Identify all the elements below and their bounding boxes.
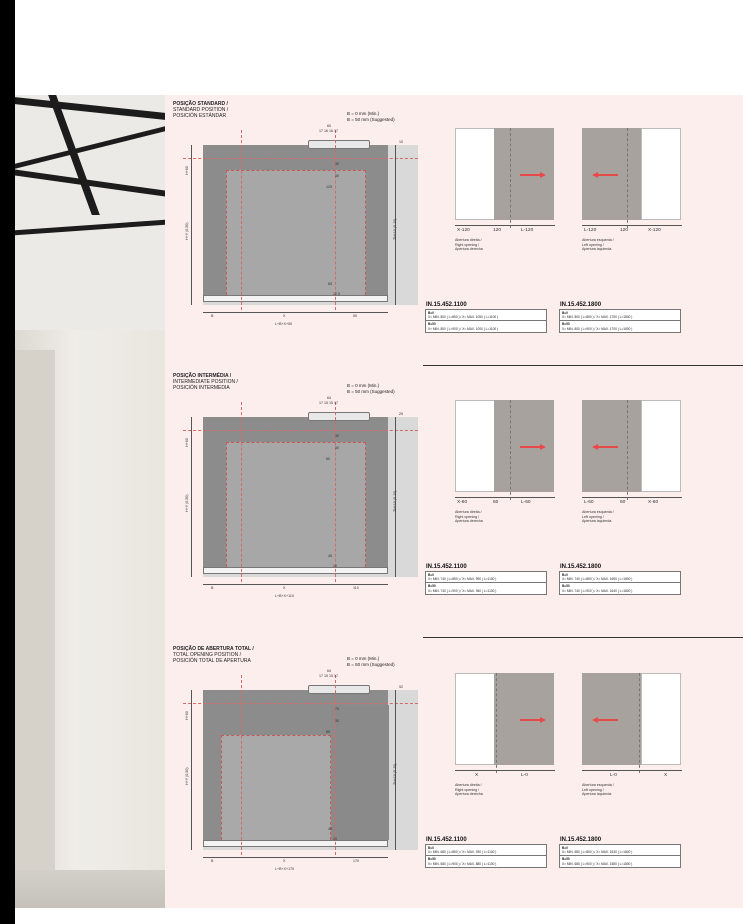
arrow-left-icon	[592, 718, 618, 722]
door-leaf	[331, 705, 389, 840]
door-edge	[496, 673, 497, 773]
product-table	[559, 563, 681, 595]
wall-corner	[15, 350, 55, 870]
spec-text: X= MIN. 740 ( L=850 ) / X= MAX. 990 ( L=1100 )	[428, 577, 497, 582]
elevation-drawing	[183, 669, 418, 871]
dim-right: ZH+10 (5-20)	[393, 218, 397, 240]
floor	[15, 870, 165, 908]
dim-label: X	[664, 773, 668, 778]
wall-opening	[455, 128, 495, 220]
section-2	[165, 640, 743, 910]
spec-b: B=50	[428, 857, 436, 862]
door-opening	[226, 442, 366, 572]
title-line: TOTAL OPENING POSITION /	[173, 652, 241, 658]
door-edge	[627, 128, 628, 228]
title-line: POSIÇÃO INTERMÉDIA /	[173, 373, 232, 379]
product-code: IN.15.452.1800	[560, 837, 602, 843]
top-fitting	[308, 412, 370, 421]
elevation-drawing	[183, 396, 418, 598]
dim-b-label: B	[211, 314, 214, 318]
caption-line: Abertura esquerda /	[582, 238, 614, 242]
arrow-shaft	[598, 446, 618, 448]
caption-line: Apertura izquierda	[582, 792, 612, 797]
b-note-line: B = 50 mm (Suggested)	[347, 388, 395, 394]
spec-b: B=0	[562, 846, 568, 850]
title-line: POSICIÓN INTERMEDIA	[173, 385, 230, 391]
dim-mid: 125	[326, 185, 332, 189]
spec-b: B=50	[562, 857, 570, 862]
wall-opening	[641, 400, 681, 492]
title-line: POSIÇÃO DE ABERTURA TOTAL /	[173, 646, 254, 652]
dim-side-h: H+60	[185, 166, 189, 175]
dim-line	[335, 402, 336, 582]
dim-line	[455, 770, 555, 771]
opening-caption	[455, 238, 483, 252]
b-note-line: B = 50 mm (Suggested)	[347, 116, 395, 122]
arrow-shaft	[520, 446, 540, 448]
caption-line: Abertura direita /	[455, 783, 482, 787]
left-opening-panel	[455, 128, 565, 258]
b-note-line: B = 0 mm (Min.)	[347, 656, 380, 661]
dim-side-y: H+Y (0-50)	[185, 222, 189, 240]
product-table	[559, 301, 681, 333]
arrow-right-icon	[520, 718, 546, 722]
dim-e: 10	[333, 564, 337, 568]
top-fitting	[308, 140, 370, 149]
dim-line	[191, 145, 192, 305]
caption-line: Abertura esquerda /	[582, 783, 614, 787]
spec-text: X= MIN. 800 ( L=850 ) / X= MAX. 1750 ( L=1800 )	[562, 315, 633, 320]
door-edge	[639, 673, 640, 773]
dim-label: L-0	[610, 773, 617, 778]
spec-row	[426, 855, 546, 866]
title-line: POSICIÓN TOTAL DE APERTURA	[173, 658, 251, 664]
spec-b: B=0	[562, 311, 568, 315]
dim-a: 70	[335, 707, 339, 711]
spec-row	[426, 310, 546, 320]
dim-right: ZH+10 (5-20)	[393, 763, 397, 785]
dim-line	[191, 690, 192, 850]
arrow-shaft	[598, 174, 618, 176]
right-opening-panel	[582, 400, 692, 530]
door-edge	[510, 400, 511, 500]
dim-label: 60	[620, 500, 626, 505]
arrow-right-icon	[520, 445, 546, 449]
spec-text: X= MIN. 680 ( L=900 ) / X= MAX. 1580 ( L=1800 )	[562, 861, 633, 866]
dim-top-sub: 17 15 15 17	[319, 674, 338, 678]
spec-text: X= MIN. 680 ( L=900 ) / X= MAX. 880 ( L=1100 )	[428, 861, 497, 866]
product-table	[425, 563, 547, 595]
spec-row	[560, 572, 680, 582]
dim-line	[241, 130, 242, 310]
arrow-head	[540, 172, 546, 178]
dim-top: 64	[327, 396, 331, 400]
spec-b: B=0	[428, 846, 434, 850]
dim-line	[241, 402, 242, 582]
spec-row	[560, 855, 680, 866]
dim-e: 10	[333, 837, 337, 841]
right-opening-panel	[582, 673, 692, 803]
dim-label: L-120	[521, 228, 534, 233]
dim-b: 30	[335, 719, 339, 723]
spec-text: X= MIN. 740 ( L=900 ) / X= MAX. 940 ( L=1100 )	[428, 588, 497, 593]
spec-row	[426, 320, 546, 331]
dim-x-label: X	[283, 586, 286, 590]
caption-line: Abertura direita /	[455, 510, 482, 514]
dim-label: L-0	[521, 773, 528, 778]
dim-label: X-120	[648, 228, 661, 233]
dim-mid: 60	[326, 457, 330, 461]
spec-row	[426, 572, 546, 582]
section-0	[165, 95, 743, 365]
left-opening-panel	[455, 673, 565, 803]
dim-e: 12.5	[333, 292, 340, 296]
floor-guide	[203, 295, 388, 302]
bottom-blank-area	[15, 908, 743, 924]
arrow-head	[540, 717, 546, 723]
product-code: IN.15.452.1100	[426, 302, 467, 308]
wall-opening	[455, 400, 495, 492]
arrow-shaft	[520, 719, 540, 721]
dim-top: 64	[327, 669, 331, 673]
dim-total: L+B+X+50	[275, 322, 293, 326]
dim-c: 10	[399, 140, 403, 144]
spec-row	[426, 845, 546, 855]
dim-line	[203, 857, 388, 858]
dim-line	[203, 312, 388, 313]
elevation-drawing	[183, 124, 418, 326]
dim-a: 30	[335, 162, 339, 166]
spec-box	[559, 309, 681, 333]
caption-line: Right opening /	[455, 242, 480, 247]
dim-b: 30	[335, 446, 339, 450]
arrow-shaft	[520, 174, 540, 176]
dim-label: 120	[620, 228, 629, 233]
section-title	[173, 101, 228, 119]
arrow-head	[540, 444, 546, 450]
caption-line: Abertura direita /	[455, 238, 482, 242]
spec-text: X= MIN. 740 ( L=850 ) / X= MAX. 1690 ( L=1800 )	[562, 577, 633, 582]
caption-line: Apertura derecha	[455, 247, 483, 252]
spec-b: B=0	[428, 311, 434, 315]
opening-caption	[582, 783, 614, 797]
product-code: IN.15.452.1800	[560, 564, 602, 570]
dim-line	[191, 417, 192, 577]
section-1	[165, 367, 743, 637]
dim-line	[203, 584, 388, 585]
spec-b: B=50	[562, 322, 570, 327]
dim-label: L-120	[584, 228, 597, 233]
caption-line: Left opening /	[582, 242, 604, 247]
b-note-line: B = 0 mm (Min.)	[347, 111, 380, 116]
arrow-left-icon	[592, 173, 618, 177]
arrow-left-icon	[592, 445, 618, 449]
door-opening	[226, 170, 366, 300]
product-table	[559, 836, 681, 868]
right-opening-panel	[582, 128, 692, 258]
spec-text: X= MIN. 680 ( L=850 ) / X= MAX. 930 ( L=1100 )	[428, 850, 497, 855]
dim-line	[183, 158, 418, 159]
dim-total: L+B+X+110	[275, 594, 294, 598]
spec-text: X= MIN. 800 ( L=850 ) / X= MAX. 1050 ( L=1100 )	[428, 315, 499, 320]
spec-row	[560, 582, 680, 593]
dim-label: X-120	[457, 228, 470, 233]
spec-row	[560, 310, 680, 320]
dim-x-label: X	[283, 859, 286, 863]
dim-line	[582, 225, 682, 226]
door-edge	[510, 128, 511, 228]
door-opening	[221, 735, 331, 845]
spec-row	[560, 320, 680, 331]
spec-row	[560, 845, 680, 855]
product-code: IN.15.452.1800	[560, 302, 602, 308]
product-table	[425, 836, 547, 868]
spec-box	[425, 844, 547, 868]
opening-caption	[582, 238, 614, 252]
dim-end: 50	[353, 314, 357, 318]
dim-x-label: X	[283, 314, 286, 318]
spec-box	[559, 844, 681, 868]
dim-label: X	[475, 773, 479, 778]
b-note	[347, 111, 395, 122]
dim-d: 45	[328, 554, 332, 558]
caption-line: Apertura derecha	[455, 792, 483, 797]
section-divider	[423, 365, 743, 366]
caption-line: Apertura izquierda	[582, 519, 612, 524]
door-edge	[627, 400, 628, 500]
dim-end: 110	[353, 586, 359, 590]
top-fitting	[308, 685, 370, 694]
dim-c: 52	[399, 685, 403, 689]
dim-line	[582, 497, 682, 498]
opening-caption	[582, 510, 614, 524]
dim-label: 60	[493, 500, 499, 505]
dim-label: L-60	[521, 500, 531, 505]
spec-box	[559, 571, 681, 595]
dim-label: 120	[493, 228, 502, 233]
wall-opening	[641, 128, 681, 220]
title-line: STANDARD POSITION /	[173, 107, 229, 113]
dim-line	[241, 675, 242, 855]
dim-top-sub: 17 16 16 17	[319, 129, 338, 133]
dim-top-sub: 17 15 15 17	[319, 401, 338, 405]
caption-line: Apertura izquierda	[582, 247, 612, 252]
b-note	[347, 383, 395, 394]
caption-line: Right opening /	[455, 514, 480, 519]
dim-d: 65	[328, 282, 332, 286]
dim-end: 170	[353, 859, 359, 863]
dim-mid: 85	[326, 730, 330, 734]
dim-side-h: H+60	[185, 438, 189, 447]
dim-b: 35	[335, 174, 339, 178]
dim-b-label: B	[211, 586, 214, 590]
dim-c: 25	[399, 412, 403, 416]
floor-guide	[203, 840, 388, 847]
dim-line	[183, 430, 418, 431]
caption-line: Abertura esquerda /	[582, 510, 614, 514]
section-divider	[423, 637, 743, 638]
dim-a: 30	[335, 434, 339, 438]
technical-sheet	[165, 95, 743, 908]
dim-line	[582, 770, 682, 771]
dim-side-y: H+Y (0-50)	[185, 767, 189, 785]
dim-label: L-60	[584, 500, 594, 505]
opening-caption	[455, 783, 483, 797]
spec-text: X= MIN. 800 ( L=900 ) / X= MAX. 1000 ( L=1100 )	[428, 326, 499, 331]
floor-guide	[203, 567, 388, 574]
dim-side-y: H+Y (0-50)	[185, 494, 189, 512]
arrow-shaft	[598, 719, 618, 721]
spec-text: X= MIN. 740 ( L=900 ) / X= MAX. 1640 ( L=1800 )	[562, 588, 633, 593]
title-line: INTERMEDIATE POSITION /	[173, 379, 238, 385]
dim-total: L+B+X+170	[275, 867, 295, 871]
spec-text: X= MIN. 800 ( L=900 ) / X= MAX. 1700 ( L=1800 )	[562, 326, 633, 331]
dim-side-h: H+60	[185, 711, 189, 720]
product-table	[425, 301, 547, 333]
room-photo	[15, 95, 165, 908]
dim-line	[183, 703, 418, 704]
spec-text: X= MIN. 680 ( L=850 ) / X= MAX. 1630 ( L=1800 )	[562, 850, 633, 855]
spec-b: B=50	[428, 322, 436, 327]
section-title	[173, 373, 238, 391]
spec-row	[426, 582, 546, 593]
section-title	[173, 646, 254, 664]
opening-caption	[455, 510, 483, 524]
dim-line	[455, 225, 555, 226]
spec-box	[425, 571, 547, 595]
title-line: POSIÇÃO STANDARD /	[173, 101, 228, 107]
title-line: POSICIÓN ESTÁNDAR	[173, 113, 227, 119]
dim-line	[335, 675, 336, 855]
spec-b: B=0	[428, 573, 434, 577]
spec-b: B=50	[562, 584, 570, 589]
dim-line	[335, 130, 336, 310]
caption-line: Left opening /	[582, 514, 604, 519]
left-opening-panel	[455, 400, 565, 530]
caption-line: Right opening /	[455, 787, 480, 792]
dim-top: 60	[327, 124, 331, 128]
b-note-line: B = 0 mm (Min.)	[347, 383, 380, 388]
top-blank-area	[15, 0, 743, 95]
product-code: IN.15.452.1100	[426, 837, 467, 843]
product-code: IN.15.452.1100	[426, 564, 467, 570]
caption-line: Left opening /	[582, 787, 604, 792]
b-note	[347, 656, 395, 667]
dim-d: 45	[328, 827, 332, 831]
spec-box	[425, 309, 547, 333]
wall-opening	[641, 673, 681, 765]
dim-b-label: B	[211, 859, 214, 863]
wall-opening	[455, 673, 495, 765]
arrow-right-icon	[520, 173, 546, 177]
caption-line: Apertura derecha	[455, 519, 483, 524]
dim-label: X-60	[457, 500, 468, 505]
spec-b: B=50	[428, 584, 436, 589]
dim-line	[455, 497, 555, 498]
spec-b: B=0	[562, 573, 568, 577]
b-note-line: B = 50 mm (Suggested)	[347, 661, 395, 667]
dim-right: ZH+10 (5-20)	[393, 490, 397, 512]
dim-label: X-60	[648, 500, 659, 505]
